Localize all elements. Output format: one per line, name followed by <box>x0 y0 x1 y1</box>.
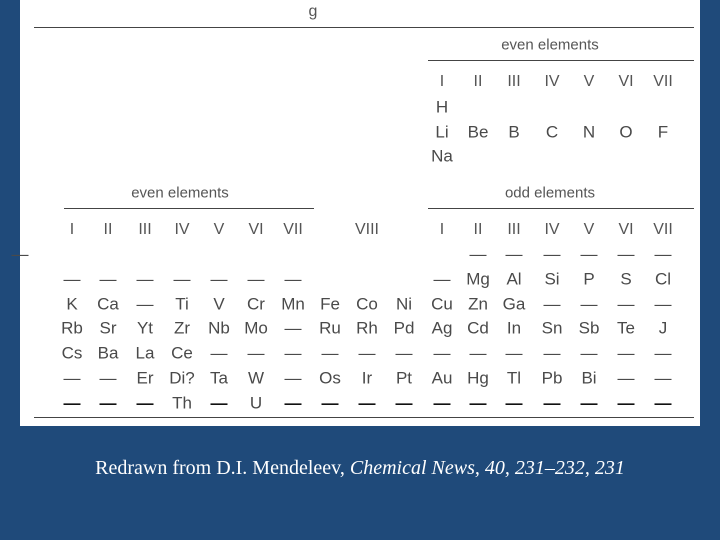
empty-slot-dash: — <box>580 343 598 363</box>
empty-slot-dash: — <box>247 269 265 289</box>
lower-element-cell: Os <box>319 368 341 388</box>
lower-element-cell: Ir <box>361 368 373 388</box>
lower-element-cell: Ni <box>395 294 413 314</box>
caption-source: Redrawn from D.I. Mendeleev, <box>95 457 350 479</box>
lower-header-cell: VIII <box>354 221 380 238</box>
empty-slot-dash: — <box>433 343 451 363</box>
upper-header-cell: IV <box>544 73 560 90</box>
lower-element-cell: U <box>249 393 263 413</box>
lower-element-cell: Zn <box>468 294 488 314</box>
empty-slot-dash: — <box>617 343 635 363</box>
lower-header-cell: II <box>103 221 113 238</box>
empty-slot-dash: — <box>136 269 154 289</box>
lower-element-cell: Cu <box>431 294 453 314</box>
lower-element-cell: P <box>583 269 595 289</box>
empty-slot-dash: — <box>654 368 672 388</box>
empty-slot-dash: — <box>210 269 228 289</box>
empty-slot-dash: — <box>321 343 339 363</box>
lower-element-cell: Tl <box>506 368 522 388</box>
upper-header-cell: II <box>473 73 483 90</box>
lower-element-cell: Zr <box>173 318 191 338</box>
lower-element-cell: Bi <box>581 368 597 388</box>
empty-slot-dash: — <box>505 343 523 363</box>
empty-slot-dash: — <box>136 393 154 413</box>
upper-element-cell: Li <box>435 122 449 142</box>
lower-element-cell: J <box>658 318 668 338</box>
upper-header-cell: I <box>439 73 445 90</box>
lower-left-title-rule <box>64 208 314 209</box>
lower-element-cell: Th <box>172 393 192 413</box>
lower-header-cell: III <box>138 221 152 238</box>
lower-element-cell: Sb <box>578 318 600 338</box>
lower-element-cell: Ag <box>431 318 453 338</box>
top-rule <box>34 27 694 28</box>
lower-element-cell: Rb <box>61 318 83 338</box>
empty-slot-dash: — <box>654 343 672 363</box>
lower-element-cell: Mg <box>466 269 490 289</box>
empty-slot-dash: — <box>505 244 523 264</box>
lower-element-cell: S <box>620 269 632 289</box>
lower-element-cell: Ti <box>175 294 189 314</box>
empty-slot-dash: — <box>395 343 413 363</box>
empty-slot-dash: — <box>247 343 265 363</box>
upper-element-cell: F <box>657 122 669 142</box>
empty-slot-dash: — <box>284 318 302 338</box>
lower-element-cell: Sn <box>541 318 563 338</box>
empty-slot-dash: — <box>358 343 376 363</box>
lower-element-cell: Er <box>136 368 154 388</box>
empty-slot-dash: — <box>617 294 635 314</box>
empty-slot-dash: — <box>617 244 635 264</box>
lower-element-cell: Fe <box>320 294 340 314</box>
lower-element-cell: Cl <box>654 269 672 289</box>
empty-slot-dash: — <box>284 393 302 413</box>
empty-slot-dash: — <box>358 393 376 413</box>
lower-element-cell: Di? <box>169 368 195 388</box>
lower-element-cell: Ga <box>502 294 526 314</box>
lower-element-cell: Sr <box>99 318 117 338</box>
lower-header-cell: V <box>583 221 595 238</box>
lower-element-cell: Mo <box>244 318 268 338</box>
lower-header-cell: IV <box>174 221 190 238</box>
empty-slot-dash: — <box>543 393 561 413</box>
empty-slot-dash: — <box>433 393 451 413</box>
empty-slot-dash: — <box>543 343 561 363</box>
lower-header-cell: VI <box>618 221 634 238</box>
lower-element-cell: Cr <box>247 294 265 314</box>
lower-element-cell: Au <box>431 368 453 388</box>
upper-title: even elements <box>501 36 599 54</box>
lower-element-cell: W <box>247 368 265 388</box>
empty-slot-dash: — <box>617 368 635 388</box>
caption-journal: Chemical News, 40, 231–232, 231 <box>349 457 625 479</box>
periodic-table-figure <box>11 0 700 426</box>
empty-slot-dash: — <box>99 393 117 413</box>
upper-element-cell: H <box>435 97 449 117</box>
empty-slot-dash: — <box>505 393 523 413</box>
lower-right-title: odd elements <box>504 184 596 202</box>
figure-caption <box>0 456 720 480</box>
empty-slot-dash: — <box>210 393 228 413</box>
upper-header-cell: VI <box>618 73 634 90</box>
lower-element-cell: Ta <box>210 368 228 388</box>
lower-header-cell: VII <box>653 221 673 238</box>
lower-element-cell: Yt <box>136 318 154 338</box>
lower-right-title-rule <box>428 208 694 209</box>
lower-element-cell: Ru <box>319 318 341 338</box>
upper-element-cell: B <box>508 122 520 142</box>
bottom-rule <box>34 417 694 418</box>
empty-slot-dash: — <box>321 393 339 413</box>
upper-header-cell: V <box>583 73 595 90</box>
lower-element-cell: K <box>66 294 78 314</box>
lower-element-cell: V <box>213 294 225 314</box>
lower-element-cell: Hg <box>467 368 489 388</box>
lower-header-cell: I <box>439 221 445 238</box>
empty-slot-dash: — <box>580 393 598 413</box>
lower-element-cell: Cs <box>61 343 83 363</box>
lower-element-cell: Ca <box>97 294 119 314</box>
upper-header-cell: III <box>507 73 521 90</box>
lower-header-cell: III <box>507 221 521 238</box>
upper-element-cell: O <box>619 122 633 142</box>
empty-slot-dash: — <box>580 294 598 314</box>
empty-slot-dash: — <box>210 343 228 363</box>
empty-slot-dash: — <box>63 368 81 388</box>
empty-slot-dash: — <box>173 269 191 289</box>
lower-header-cell: I <box>69 221 75 238</box>
empty-slot-dash: — <box>136 294 154 314</box>
empty-slot-dash: — <box>99 368 117 388</box>
lower-element-cell: Al <box>506 269 522 289</box>
lower-element-cell: In <box>506 318 522 338</box>
lower-header-cell: V <box>213 221 225 238</box>
lower-header-cell: VI <box>248 221 264 238</box>
empty-slot-dash: — <box>433 269 451 289</box>
lower-element-cell: Nb <box>208 318 230 338</box>
lower-header-cell: IV <box>544 221 560 238</box>
lower-element-cell: Pt <box>395 368 413 388</box>
lower-element-cell: Pd <box>393 318 415 338</box>
lower-element-cell: Mn <box>281 294 305 314</box>
upper-title-rule <box>428 60 694 61</box>
lower-element-cell: Si <box>544 269 560 289</box>
lower-element-cell: Pb <box>541 368 563 388</box>
empty-slot-dash: — <box>654 393 672 413</box>
empty-slot-dash: — <box>284 343 302 363</box>
empty-slot-dash: — <box>543 244 561 264</box>
empty-slot-dash: — <box>11 244 29 264</box>
upper-element-cell: N <box>582 122 596 142</box>
lower-element-cell: Te <box>617 318 635 338</box>
lower-element-cell: La <box>135 343 155 363</box>
empty-slot-dash: — <box>580 244 598 264</box>
lower-element-cell: Cd <box>467 318 489 338</box>
empty-slot-dash: — <box>654 294 672 314</box>
lower-header-cell: II <box>473 221 483 238</box>
lower-element-cell: Ba <box>97 343 119 363</box>
empty-slot-dash: — <box>63 269 81 289</box>
empty-slot-dash: — <box>543 294 561 314</box>
empty-slot-dash: — <box>395 393 413 413</box>
top-cut-character: g <box>308 3 318 20</box>
empty-slot-dash: — <box>469 244 487 264</box>
lower-header-cell: VII <box>283 221 303 238</box>
empty-slot-dash: — <box>99 269 117 289</box>
lower-element-cell: Rh <box>356 318 378 338</box>
upper-element-cell: Be <box>467 122 489 142</box>
empty-slot-dash: — <box>469 343 487 363</box>
upper-header-cell: VII <box>653 73 673 90</box>
empty-slot-dash: — <box>284 368 302 388</box>
upper-element-cell: C <box>545 122 559 142</box>
lower-element-cell: Co <box>356 294 378 314</box>
empty-slot-dash: — <box>617 393 635 413</box>
lower-left-title: even elements <box>131 184 229 202</box>
empty-slot-dash: — <box>284 269 302 289</box>
empty-slot-dash: — <box>654 244 672 264</box>
empty-slot-dash: — <box>63 393 81 413</box>
lower-element-cell: Ce <box>171 343 193 363</box>
upper-element-cell: Na <box>431 146 453 166</box>
empty-slot-dash: — <box>469 393 487 413</box>
